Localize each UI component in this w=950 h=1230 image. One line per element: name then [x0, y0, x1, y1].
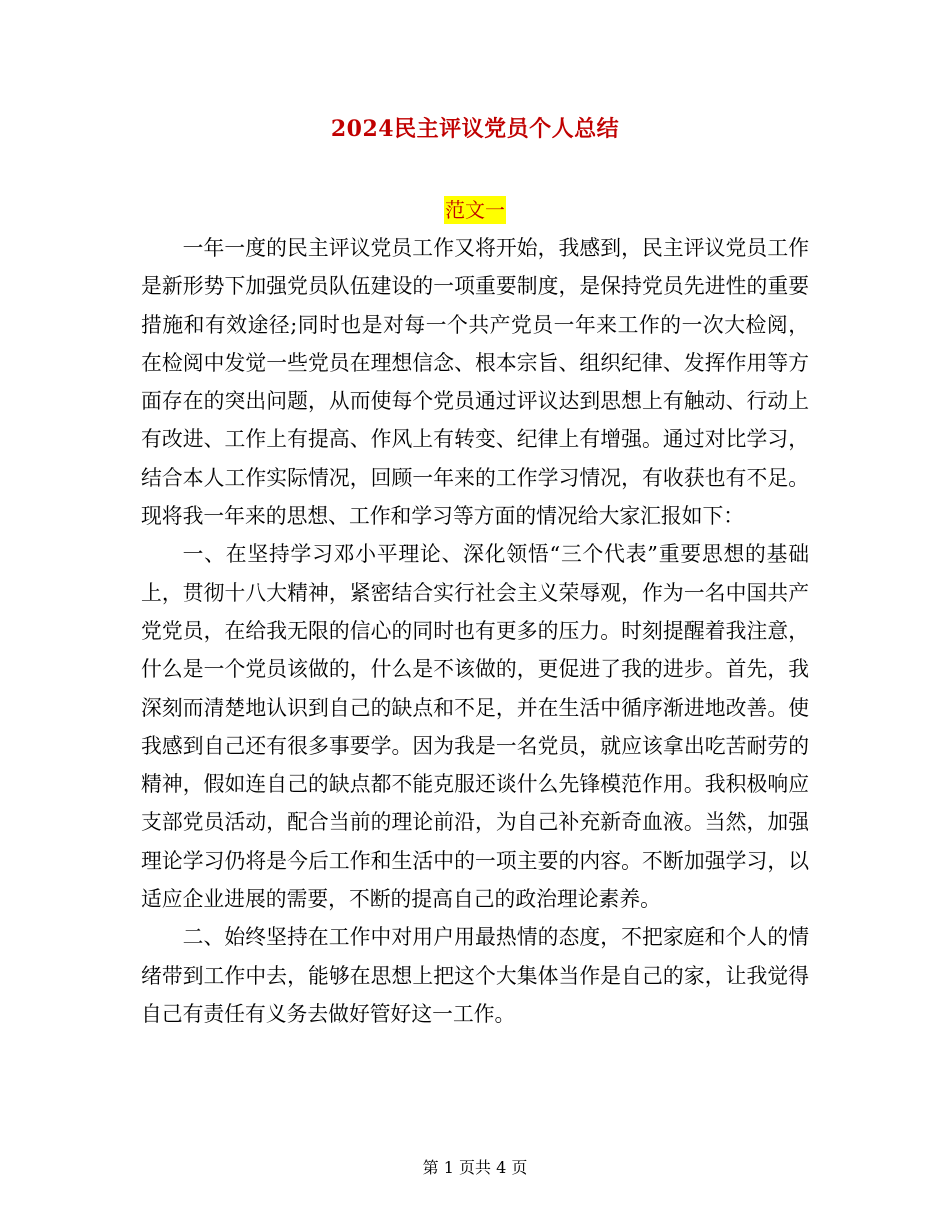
paragraph-point-one: 一、在坚持学习邓小平理论、深化领悟“三个代表”重要思想的基础上，贯彻十八大精神，紧密结合实行社会主义荣辱观，作为一名中国共产党党员，在给我无限的信心的同时也有更多的压力。时刻提醒着我注意，什么是一个党员该做的，什么是不该做的，更促进了我的进步。首先，我深刻而清楚地认识到自己的缺点和不足，并在生活中循序渐进地改善。使我感到自己还有很多事要学。因为我是一名党员，就应该拿出吃苦耐劳的精神，假如连自己的缺点都不能克服还谈什么先锋模范作用。我积极响应支部党员活动，配合当前的理论前沿，为自己补充新奇血液。当然，加强理论学习仍将是今后工作和生活中的一项主要的内容。不断加强学习，以适应企业进展的需要，不断的提高自己的政治理论素养。	[141, 542, 809, 912]
page-footer: 第 1 页共 4 页	[422, 1158, 528, 1177]
document-title: 2024民主评议党员个人总结	[330, 116, 620, 142]
section-label: 范文一	[445, 198, 505, 222]
body-text	[141, 229, 809, 1033]
paragraph-point-two: 二、始终坚持在工作中对用户用最热情的态度，不把家庭和个人的情绪带到工作中去，能够在思想上把这个大集体当作是自己的家，让我觉得自己有责任有义务去做好管好这一工作。	[141, 925, 809, 1026]
paragraph-intro: 一年一度的民主评议党员工作又将开始，我感到，民主评议党员工作是新形势下加强党员队伍建设的一项重要制度，是保持党员先进性的重要措施和有效途径;同时也是对每一个共产党员一年来工作的一次大检阅，在检阅中发觉一些党员在理想信念、根本宗旨、组织纪律、发挥作用等方面存在的突出问题，从而使每个党员通过评议达到思想上有触动、行动上有改进、工作上有提高、作风上有转变、纪律上有增强。通过对比学习，结合本人工作实际情况，回顾一年来的工作学习情况，有收获也有不足。现将我一年来的思想、工作和学习等方面的情况给大家汇报如下：	[141, 236, 809, 529]
section-label-row	[0, 196, 950, 224]
